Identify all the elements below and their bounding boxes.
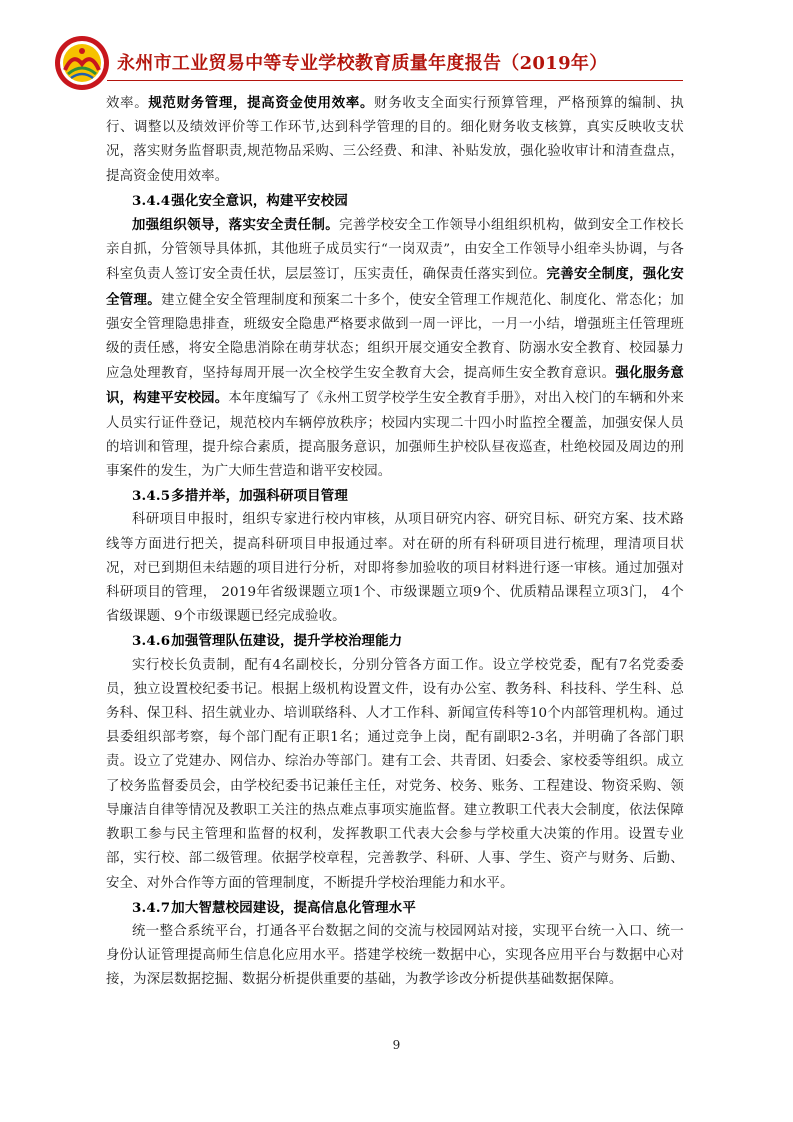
main-content <box>106 91 684 993</box>
section-heading-3-4-4 <box>106 189 684 213</box>
paragraph-text: 完善学校安全工作领导小组组织机构，做到安全工作校长亲自抓，分管领导具体抓，其他班子成员实行“一岗双责”，由安全工作领导小组牵头协调，与各科室负责人签订安全责任状，层层签订，压实责任，确保责任落实到位。 <box>106 218 685 283</box>
paragraph-text: 财务收支全面实行预算管理，严格预算的编制、执行、调整以及绩效评价等工作环节,达到科学管理的目的。细化财务收支核算，真实反映收支状况，落实财务监督职责,规范物品采购、三公经费、和津、补贴发放，强化验收审计和清查盘点，提高资金使用效率。 <box>106 96 685 184</box>
paragraph-text: 建立健全安全管理制度和预案二十多个，使安全管理工作规范化、制度化、常态化；加强安全管理隐患排查，班级安全隐患严格要求做到一周一评比，一月一小结，增强班主任管理班级的责任感，将安全隐患消除在萌芽状态；组织开展交通安全教育、防溺水安全教育、校园暴力应急处理教育，坚持每周开展一次全校学生安全教育大会，提高师生安全教育意识。 <box>106 292 684 382</box>
paragraph-governance: 实行校长负责制，配有4名副校长，分别分管各方面工作。设立学校党委，配有7名党委委员，独立设置校纪委书记。根据上级机构设置文件，设有办公室、教务科、科技科、学生科、总务科、保卫科、招生就业办、培训联络科、人才工作科、新闻宣传科等10个内部管理机构。通过县委组织部考察，每个部门配有正职1名；通过竞争上岗，配有副职2-3名，并明确了各部门职责。设立了党建办、网信办、综治办等部门。建有工会、共青团、妇委会、家校委等组织。成立了校务监督委员会，由学校纪委书记兼任主任，对党务、校务、账务、工程建设、物资采购、领导廉洁自律等情况及教职工关注的热点难点事项实施监督。建立教职工代表大会制度，依法保障教职工参与民主管理和监督的权利，发挥教职工代表大会参与学校重大决策的作用。设置专业部，实行校、部二级管理。依据学校章程，完善教学、科研、人事、学生、资产与财务、后勤、安全、对外合作等方面的管理制度，不断提升学校治理能力和水平。 <box>106 657 684 891</box>
section-number: 3.4.6 <box>132 633 171 650</box>
section-title: 多措并举，加强科研项目管理 <box>171 488 348 505</box>
section-number: 3.4.5 <box>132 488 171 505</box>
page-header <box>53 34 683 92</box>
section-number: 3.4.7 <box>132 899 171 916</box>
section-number: 3.4.4 <box>132 192 171 209</box>
paragraph-text: 效率。 <box>106 96 149 111</box>
paragraph-research: 科研项目申报时，组织专家进行校内审核，从项目研究内容、研究目标、研究方案、技术路线等方面进行把关，提高科研项目申报通过率。对在研的所有科研项目进行梳理，理清项目状况，对已到期但未结题的项目进行分析，对即将参加验收的项目材料进行逐一审核。通过加强对科研项目的管理， 2019年省级课题立项1个、市级课题立项9个、优质精品课程立项3门， 4个省级课题、9个市级课题已经完成验收。 <box>106 512 684 625</box>
report-title: 永州市工业贸易中等专业学校教育质量年度报告（2019年） <box>117 53 608 74</box>
section-title: 加大智慧校园建设，提高信息化管理水平 <box>171 899 416 916</box>
school-logo-icon <box>53 34 111 92</box>
bold-lead: 加强组织领导，落实安全责任制。 <box>132 217 340 234</box>
paragraph-safety <box>106 213 684 484</box>
page-number: 9 <box>392 1038 401 1052</box>
section-heading-3-4-7 <box>106 896 684 920</box>
bold-lead: 强化服务意识，构建平安校园。 <box>106 365 684 407</box>
section-title: 强化安全意识，构建平安校园 <box>171 192 348 209</box>
section-heading-3-4-5 <box>106 484 684 508</box>
section-title: 加强管理队伍建设，提升学校治理能力 <box>171 633 403 650</box>
paragraph-finance <box>106 91 684 189</box>
paragraph-smart-campus: 统一整合系统平台，打通各平台数据之间的交流与校园网站对接，实现平台统一入口、统一身份认证管理提高师生信息化应用水平。搭建学校统一数据中心，实现各应用平台与数据中心对接，为深层数据挖掘、数据分析提供重要的基础，为教学诊改分析提供基础数据保障。 <box>106 923 684 988</box>
section-heading-3-4-6 <box>106 629 684 653</box>
header-rule <box>107 80 683 81</box>
bold-lead: 规范财务管理，提高资金使用效率。 <box>148 95 375 111</box>
bold-lead: 完善安全制度，强化安全管理。 <box>106 266 684 308</box>
paragraph-text: 本年度编写了《永州工贸学校学生安全教育手册》，对出入校门的车辆和外来人员实行证件登记，规范校内车辆停放秩序；校园内实现二十四小时监控全覆盖，加强安保人员的培训和管理，提升综合素质，提高服务意识，加强师生护校队昼夜巡查，杜绝校园及周边的刑事案件的发生，为广大师生营造和谐平安校园。 <box>106 391 684 480</box>
